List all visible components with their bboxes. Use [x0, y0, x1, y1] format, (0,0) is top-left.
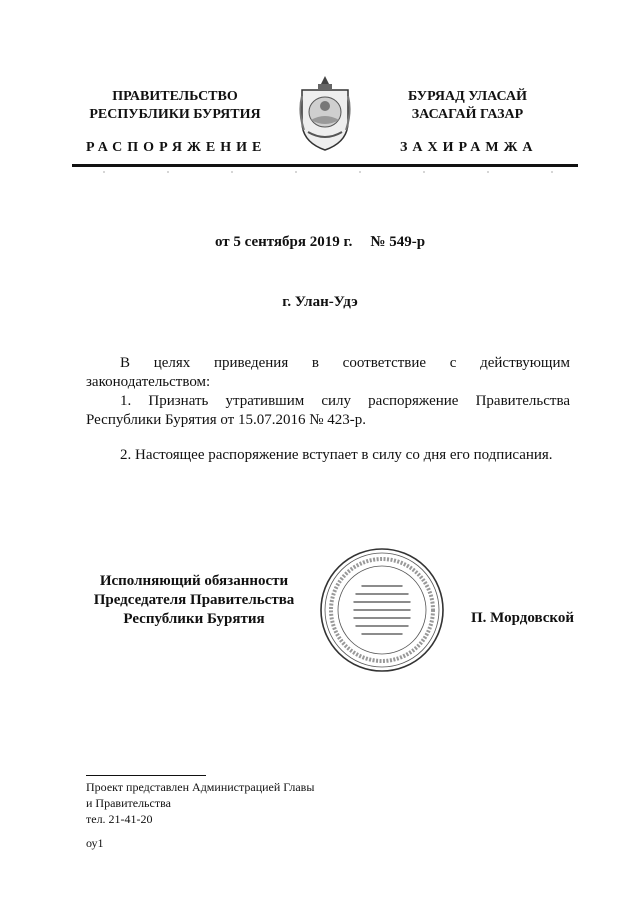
footnote-line1: Проект представлен Администрацией Главы — [86, 780, 315, 794]
doc-type-left: РАСПОРЯЖЕНИЕ — [86, 140, 267, 155]
city: г. Улан-Удэ — [282, 294, 358, 310]
header-right — [390, 88, 545, 124]
paragraph-item-2: 2. Настоящее распоряжение вступает в силу со дня его подписания. — [120, 447, 553, 463]
signer-title — [76, 572, 312, 629]
paragraph-item-1: 1. Признать утратившим силу распоряжение Правительства Республики Бурятия от 15.07.2016 № 423-р. — [86, 393, 570, 428]
signer-name: П. Мордовской — [470, 610, 574, 626]
official-seal-icon — [318, 546, 446, 674]
signer-title-line3: Республики Бурятия — [123, 611, 265, 627]
doc-date: от 5 сентября 2019 г. — [214, 234, 353, 250]
signer-title-line2: Председателя Правительства — [93, 592, 295, 608]
header-left-line1: ПРАВИТЕЛЬСТВО — [112, 89, 238, 104]
coat-of-arms-icon — [296, 72, 354, 154]
date-line — [0, 234, 640, 251]
footnote-divider — [86, 775, 206, 776]
footnote-phone: тел. 21-41-20 — [86, 812, 153, 826]
doc-type-right: ЗАХИРАМЖА — [400, 140, 538, 155]
footnote-code: оу1 — [86, 836, 104, 850]
footnote — [86, 779, 314, 851]
signer-title-line1: Исполняющий обязанности — [99, 573, 289, 589]
paragraph-preamble: В целях приведения в соответствие с действующим законодательством: — [86, 355, 570, 390]
header-right-line1: БУРЯАД УЛАСАЙ — [408, 89, 527, 104]
header-divider — [72, 164, 578, 167]
header-left-line2: РЕСПУБЛИКИ БУРЯТИЯ — [89, 107, 261, 122]
header-left — [80, 88, 270, 124]
doc-number: № 549-р — [370, 234, 426, 250]
header-right-line2: ЗАСАГАЙ ГАЗАР — [411, 107, 524, 122]
body-text — [86, 354, 570, 465]
header-dotted-divider — [72, 171, 578, 173]
footnote-line2: и Правительства — [86, 796, 171, 810]
